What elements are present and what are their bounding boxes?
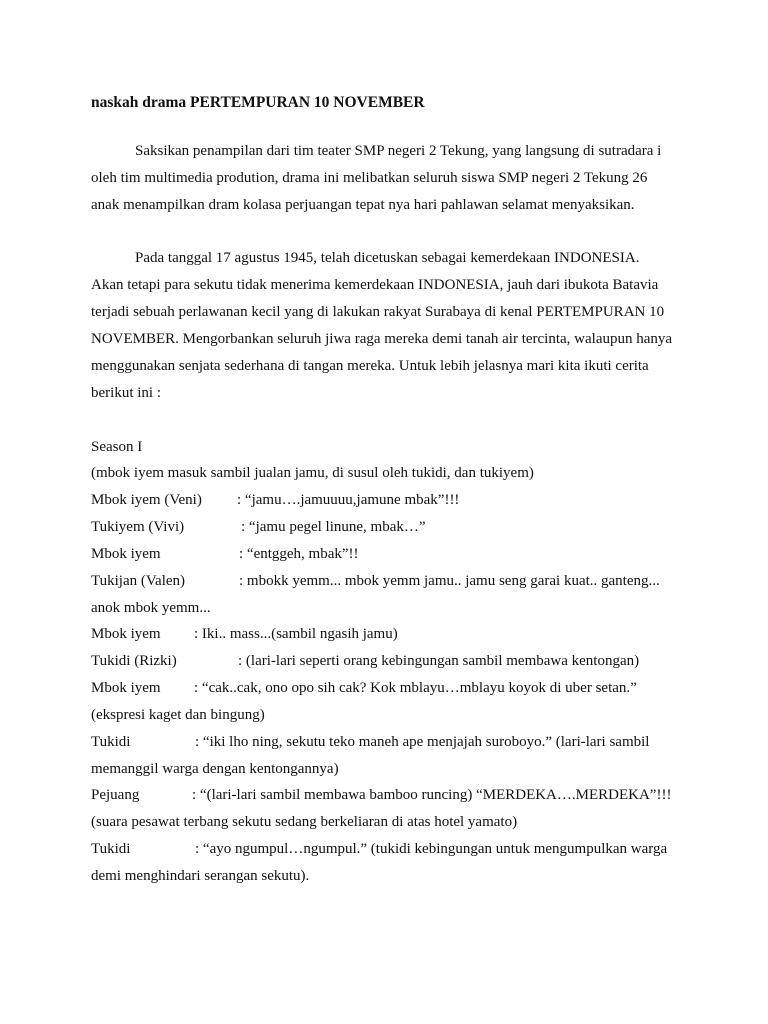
dialogue-continuation: demi menghindari serangan sekutu). bbox=[91, 868, 310, 884]
dialogue-text: : “cak..cak, ono opo sih cak? Kok mblayu…mblayu koyok di uber setan.” bbox=[194, 680, 637, 696]
stage-direction: (mbok iyem masuk sambil jualan jamu, di susul oleh tukidi, dan tukiyem) bbox=[91, 465, 534, 481]
speaker-name: Tukiyem (Vivi) bbox=[91, 519, 185, 535]
speaker-name: Tukidi bbox=[91, 734, 131, 750]
paragraph-2-line-2: Akan tetapi para sekutu tidak menerima kemerdekaan INDONESIA, jauh dari ibukota Batavia bbox=[91, 277, 659, 293]
paragraph-2-line-6: berikut ini : bbox=[91, 385, 161, 401]
speaker-name: Tukidi (Rizki) bbox=[91, 653, 177, 669]
dialogue-text: : Iki.. mass...(sambil ngasih jamu) bbox=[194, 626, 398, 642]
paragraph-2-line-3: terjadi sebuah perlawanan kecil yang di lakukan rakyat Surabaya di kenal PERTEMPURAN 10 bbox=[91, 304, 665, 320]
dialogue-continuation: (suara pesawat terbang sekutu sedang berkeliaran di atas hotel yamato) bbox=[91, 814, 518, 830]
dialogue-text: : “(lari-lari sambil membawa bamboo runcing) “MERDEKA….MERDEKA”!!! bbox=[192, 787, 672, 803]
paragraph-2-line-5: menggunakan senjata sederhana di tangan mereka. Untuk lebih jelasnya mari kita ikuti cerita bbox=[91, 358, 649, 374]
dialogue-continuation: (ekspresi kaget dan bingung) bbox=[91, 707, 265, 723]
dialogue-continuation: anok mbok yemm... bbox=[91, 600, 211, 616]
dialogue-text: : “ayo ngumpul…ngumpul.” (tukidi kebingungan untuk mengumpulkan warga bbox=[195, 841, 668, 857]
paragraph-2-line-4: NOVEMBER. Mengorbankan seluruh jiwa raga mereka demi tanah air tercinta, walaupun hanya bbox=[91, 331, 673, 347]
dialogue-text: : mbokk yemm... mbok yemm jamu.. jamu seng garai kuat.. ganteng... bbox=[239, 573, 660, 589]
dialogue-continuation: memanggil warga dengan kentongannya) bbox=[91, 761, 339, 777]
paragraph-1-line-2: oleh tim multimedia prodution, drama ini melibatkan seluruh siswa SMP negeri 2 Tekung 26 bbox=[91, 170, 648, 186]
dialogue-text: : (lari-lari seperti orang kebingungan sambil membawa kentongan) bbox=[238, 653, 640, 669]
paragraph-1-line-1: Saksikan penampilan dari tim teater SMP negeri 2 Tekung, yang langsung di sutradara i bbox=[135, 143, 662, 159]
paragraph-1-line-3: anak menampilkan dram kolasa perjuangan tepat nya hari pahlawan selamat menyaksikan. bbox=[91, 197, 635, 213]
season-heading: Season I bbox=[91, 439, 143, 455]
speaker-name: Tukijan (Valen) bbox=[91, 573, 186, 589]
dialogue-text: : “jamu pegel linune, mbak…” bbox=[241, 519, 426, 535]
dialogue-text: : “entggeh, mbak”!! bbox=[239, 546, 359, 562]
speaker-name: Mbok iyem bbox=[91, 680, 161, 696]
speaker-name: Pejuang bbox=[91, 787, 140, 803]
paragraph-2-line-1: Pada tanggal 17 agustus 1945, telah dicetuskan sebagai kemerdekaan INDONESIA. bbox=[135, 250, 640, 266]
dialogue-text: : “jamu….jamuuuu,jamune mbak”!!! bbox=[237, 492, 460, 508]
speaker-name: Tukidi bbox=[91, 841, 131, 857]
speaker-name: Mbok iyem (Veni) bbox=[91, 492, 202, 508]
document-title: naskah drama PERTEMPURAN 10 NOVEMBER bbox=[91, 94, 425, 111]
dialogue-text: : “iki lho ning, sekutu teko maneh ape menjajah suroboyo.” (lari-lari sambil bbox=[195, 734, 650, 750]
speaker-name: Mbok iyem bbox=[91, 546, 161, 562]
speaker-name: Mbok iyem bbox=[91, 626, 161, 642]
